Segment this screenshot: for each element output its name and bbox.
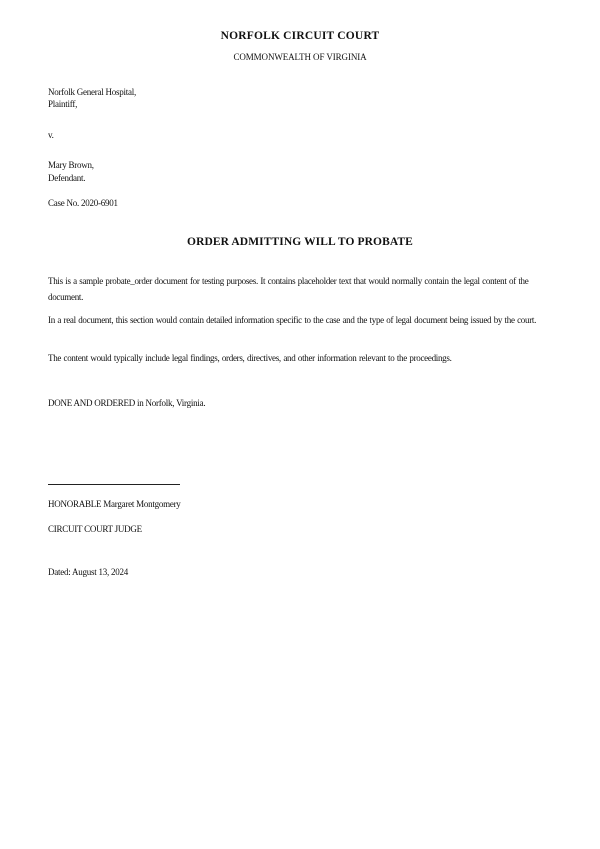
order-title: ORDER ADMITTING WILL TO PROBATE bbox=[187, 236, 413, 248]
versus: v. bbox=[48, 130, 54, 140]
plaintiff-name: Norfolk General Hospital, bbox=[48, 87, 136, 97]
case-number: Case No. 2020-6901 bbox=[48, 198, 118, 208]
done-and-ordered: DONE AND ORDERED in Norfolk, Virginia. bbox=[48, 398, 206, 408]
jurisdiction: COMMONWEALTH OF VIRGINIA bbox=[233, 52, 367, 62]
court-name: NORFOLK CIRCUIT COURT bbox=[220, 30, 380, 42]
plaintiff-role: Plaintiff, bbox=[48, 99, 78, 109]
judge-name: HONORABLE Margaret Montgomery bbox=[48, 499, 181, 509]
body-paragraph-3: The content would typically include legal findings, orders, directives, and other information relevant to the proceedings. bbox=[48, 353, 452, 363]
dated: Dated: August 13, 2024 bbox=[48, 567, 128, 577]
defendant-name: Mary Brown, bbox=[48, 160, 94, 170]
body-paragraph-2: In a real document, this section would contain detailed information specific to the case and the type of legal document being issued by the court. bbox=[48, 315, 537, 325]
signature-line bbox=[48, 484, 180, 485]
body-paragraph-1: This is a sample probate_order document for testing purposes. It contains placeholder text that would normally contain the legal content of the document. bbox=[48, 276, 529, 302]
defendant-role: Defendant. bbox=[48, 173, 86, 183]
judge-title: CIRCUIT COURT JUDGE bbox=[48, 524, 142, 534]
